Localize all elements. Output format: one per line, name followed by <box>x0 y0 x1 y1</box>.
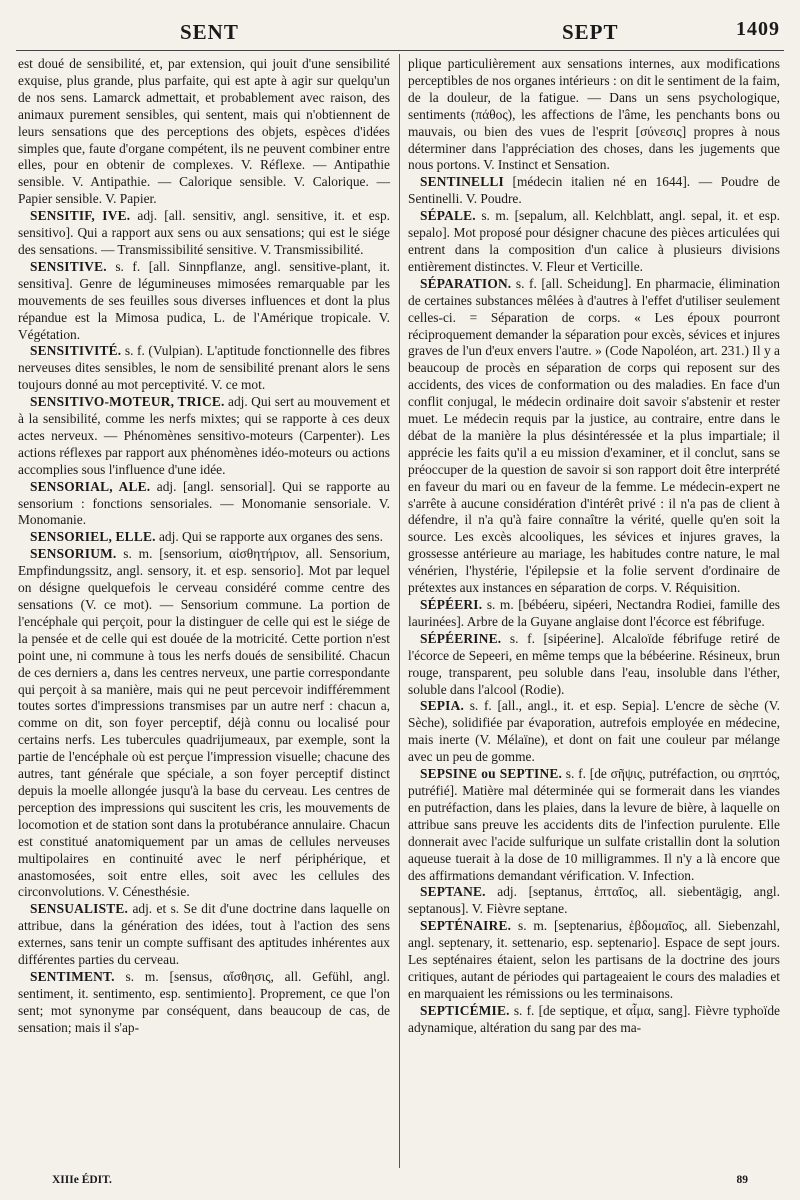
entry-definition: est doué de sensibilité, et, par extension, qui jouit d'une sensibilité exquise, plus grande, plus parfaite, qui est apte à agir sur quelqu'un de nos sens. Lamarck admettait, et probablement avec raison, des animaux purement sensibles, qui sentent, mais qui n'obtiennent de leurs sensations que des perceptions des objets, espèces d'idées simples que, faute d'organe compétent, ils ne peuvent combiner entre elles, pour en obtenir de complexes. V. Réflexe. — Antipathie sensible. V. Antipathie. — Calorique sensible. V. Calorique. — Papier sensible. V. Papier. <box>18 56 390 207</box>
right-column <box>408 56 780 1037</box>
dictionary-entry <box>18 901 390 969</box>
dictionary-page <box>12 10 788 1190</box>
dictionary-entry <box>18 343 390 394</box>
dictionary-entry <box>408 884 780 918</box>
entry-definition: adj. [all. sensitiv, angl. sensitive, it. et esp. sensitivo]. Qui a rapport aux sens ou aux sensations; qui est le siége des sensations. — Transmissibilité sensitive. V. Transmissibilité. <box>18 208 390 257</box>
running-header-left: SENT <box>180 20 239 44</box>
dictionary-entry <box>408 918 780 1003</box>
entry-definition: s. m. [sensorium, αἰσθητήριον, all. Sensorium, Empfindungssitz, angl. sensory, it. et esp. sensorio]. Mot par lequel on désigne quelquefois le cerveau considéré comme centre des sensations (V. ce mot). — Sensorium commune. La portion de l'encéphale qui perçoit, pour la distinguer de celle qui est le siége de la pensée et de celle qui est douée de la motricité. Cette portion n'est point une, ni commune à tous les nerfs doués de sensibilité. Chacun de ces derniers a, dans les centres nerveux, une partie correspondante qui perçoit à sa manière, mais qui ne peut percevoir indifféremment toutes sortes d'impressions transmises par un autre nerf : chacun a, comme on dit, son foyer perceptif, déjà connu ou localisé pour certains nerfs. Les tubercules quadrijumeaux, par exemple, sont la partie de l'encéphale où est perçue l'impression visuelle; chacune des autres, tant générale que spéciale, a son foyer perceptif distinct depuis la moelle allongée jusqu'à la base du cerveau. Les centres de perception des impressions qui suscitent les cris, les mouvements de locomotion et de station sont dans la protubérance annulaire. Chacun est constitué anatomiquement par un amas de cellules nerveuses multipolaires en continuité avec le nerf périphérique, et anastomosées, soit entre elles, soit avec les cellules des circonvolutions. V. Cénesthésie. <box>18 546 391 900</box>
dictionary-entry <box>408 597 780 631</box>
entry-definition: s. f. [de septique, et αἷμα, sang]. Fièvre typhoïde adynamique, altération du sang par des ma- <box>408 1002 780 1035</box>
entry-headword: SENSITIVO-MOTEUR, TRICE. <box>30 394 225 410</box>
dictionary-entry <box>408 56 780 174</box>
entry-headword: SENSITIVITÉ. <box>30 343 122 359</box>
entry-headword: SENTINELLI <box>420 174 504 190</box>
dictionary-entry <box>18 259 390 344</box>
dictionary-entry <box>408 174 780 208</box>
entry-headword: SEPSINE ou SEPTINE. <box>420 766 562 782</box>
dictionary-entry <box>18 529 390 546</box>
entry-definition: s. f. [all. Sinnpflanze, angl. sensitive-plant, it. sensitiva]. Genre de légumineuses mimosées remarquable par les mouvements de ses feuilles sous diverses influences et dont la plus répandue est la Mimosa pudica, L. de l'Amérique tropicale. V. Végétation. <box>18 258 390 342</box>
entry-headword: SEPTÉNAIRE. <box>420 918 512 934</box>
entry-definition: adj. [angl. sensorial]. Qui se rapporte au sensorium : fonctions sensoriales. — Monomanie sensoriale. V. Monomanie. <box>18 478 390 528</box>
entry-definition: adj. et s. Se dit d'une doctrine dans laquelle on attribue, dans la génération des idées, tout à l'action des sens externes, sans tenir un compte suffisant des aptitudes inhérentes aux différentes parties du cerveau. <box>18 901 390 968</box>
entry-definition: s. f. (Vulpian). L'aptitude fonctionnelle des fibres nerveuses dites sensibles, le nom de sensibilité prenant alors le sens toujours donné au mot perceptivité. V. ce mot. <box>18 343 390 393</box>
entry-definition: adj. [septanus, ἑπταῖος, all. siebentägig, angl. septanous]. V. Fièvre septane. <box>408 884 780 917</box>
dictionary-entry <box>18 546 390 901</box>
entry-definition: [médecin italien né en 1644]. — Poudre de Sentinelli. V. Poudre. <box>408 174 780 207</box>
dictionary-entry <box>18 56 390 208</box>
entry-definition: s. m. [septenarius, ἑβδομαῖος, all. Siebenzahl, angl. septenary, it. settenario, esp. septenario]. Espace de sept jours. Les septénaires étaient, selon les partisans de la doctrine des jours critiques, autant de périodes qui partageaient le cours des maladies et en marquaient les rémissions ou les terminaisons. <box>408 918 780 1001</box>
signature-number: 89 <box>736 1174 748 1186</box>
entry-headword: SENSITIVE. <box>30 258 107 274</box>
dictionary-entry <box>408 276 780 597</box>
entry-definition: plique particulièrement aux sensations internes, aux modifications perceptibles de nos organes intérieurs : on dit le sentiment de la faim, de la douleur, de la fatigue. — Dans un sens psychologique, sentiments (πάθος), les affections de l'âme, les penchants bons ou mauvais, ou bien des vues de l'esprit [σύνεσις] propres à nous déterminer dans l'appréciation des choses, dans les jugements que nous portons. V. Instinct et Sensation. <box>408 56 780 173</box>
entry-headword: SEPIA. <box>420 698 464 714</box>
dictionary-entry <box>18 394 390 479</box>
entry-headword: SENSORIUM. <box>30 546 117 562</box>
dictionary-entry <box>408 698 780 766</box>
entry-headword: SENSORIEL, ELLE. <box>30 529 156 545</box>
column-divider <box>399 54 400 1168</box>
entry-headword: SÉPALE. <box>420 208 476 224</box>
entry-definition: s. m. [sensus, αἴσθησις, all. Gefühl, angl. sentiment, it. sentimento, esp. sentimiento]. Proprement, ce que l'on sent; mot synonyme par conséquent, dans beaucoup de cas, de sensation; mais il s'ap- <box>18 968 390 1035</box>
entry-headword: SÉPÉERINE. <box>420 630 502 646</box>
dictionary-entry <box>18 969 390 1037</box>
entry-definition: s. f. [all. Scheidung]. En pharmacie, élimination de certaines substances mêlées à d'autres à l'effet d'utiliser seulement celles-ci. = Séparation de corps. « Les époux pourront réciproquement demander la séparation pour excès, sévices et injures graves de l'un d'eux envers l'autre. » (Code Napoléon, art. 231.) Il y a beaucoup de procès en séparation de corps qui reposent sur des accidents, des vices de conformation ou des maladies. En face d'un conflit conjugal, le médecin ordinaire doit savoir s'abstenir et rester muet. Le médecin requis par la justice, au contraire, entre dans le débat de la manière la plus désintéressée et la plus impartiale; il apprécie les faits qu'il a eu mission d'examiner, et il conclut, sans se préoccuper de la question de savoir si son rapport doit être interprété en faveur du mari ou en faveur de la femme. Le médecin-expert ne s'arrête à aucune considération d'intérêt privé : il n'a pas de client à défendre, il n'a qu'à faire connaître la vérité, quelle qu'en soit la source. Les excès alcooliques, les sévices et injures graves, la grossesse antérieure au mariage, les habitudes contre nature, le mal vénérien, l'hystérie, l'épilepsie et la folie servent d'ordinaire de prétextes aux instances en séparation de corps. V. Réquisition. <box>408 275 780 596</box>
left-column <box>18 56 390 1037</box>
dictionary-entry <box>408 208 780 276</box>
dictionary-entry <box>408 766 780 884</box>
entry-definition: s. m. [sepalum, all. Kelchblatt, angl. sepal, it. et esp. sepalo]. Mot proposé pour désigner chacune des pièces articulées qui entrent dans la composition d'un calice à plusieurs divisions entièrement distinctes. V. Fleur et Verticille. <box>408 208 780 274</box>
running-header-center: SEPT <box>562 20 619 44</box>
entry-headword: SEPTICÉMIE. <box>420 1002 510 1018</box>
entry-definition: adj. Qui se rapporte aux organes des sens. <box>158 529 383 545</box>
entry-headword: SENSORIAL, ALE. <box>30 478 151 494</box>
edition-footer: XIIIe ÉDIT. <box>52 1174 112 1186</box>
entry-definition: s. f. [all., angl., it. et esp. Sepia]. L'encre de sèche (V. Sèche), solidifiée par évaporation, autrefois employée en médecine, mais inerte (V. Mélaïne), et dont on fait une couleur par mélange avec un peu de gomme. <box>408 698 780 765</box>
entry-definition: s. m. [bébéeru, sipéeri, Nectandra Rodiei, famille des laurinées]. Arbre de la Guyane anglaise dont l'écorce est fébrifuge. <box>408 597 780 629</box>
dictionary-entry <box>408 631 780 699</box>
entry-headword: SÉPÉERI. <box>420 597 483 612</box>
entry-definition: s. f. [sipéerine]. Alcaloïde fébrifuge retiré de l'écorce de Sepeeri, en même temps que la bébéerine. Résineux, brun rouge, transparent, peu soluble dans l'eau, insoluble dans l'éther, soluble dans l'alcool (Rodie). <box>408 630 780 697</box>
entry-definition: adj. Qui sert au mouvement et à la sensibilité, comme les nerfs mixtes; qui se rapporte à ces deux actes nerveux. — Phénomènes sensitivo-moteurs (Carpenter). Les actions réflexes par rapport aux phénomènes idéo-moteurs ou actions accomplies sous l'influence d'une idée. <box>18 394 390 477</box>
entry-headword: SÉPARATION. <box>420 275 512 291</box>
page-number: 1409 <box>736 18 780 40</box>
header-rule <box>16 50 784 51</box>
dictionary-entry <box>18 479 390 530</box>
entry-definition: s. f. [de σῆψις, putréfaction, ou σηπτός, putréfié]. Matière mal déterminée qui se formerait dans les viandes en putréfaction, dans les plaies, dans la levure de bière, à laquelle on attribue sans preuve les accidents dits de l'infection purulente. Elle donnerait avec l'acide sulfurique un sulfate cristallin dont la solution aqueuse tuerait à la dose de 10 milligrammes. Il n'y a là encore que des affirmations demandant vérification. V. Infection. <box>408 766 780 883</box>
entry-headword: SENSITIF, IVE. <box>30 208 131 224</box>
entry-headword: SENSUALISTE. <box>30 901 129 917</box>
dictionary-entry <box>18 208 390 259</box>
entry-headword: SENTIMENT. <box>30 968 115 984</box>
dictionary-entry <box>408 1003 780 1037</box>
entry-headword: SEPTANE. <box>420 884 486 900</box>
